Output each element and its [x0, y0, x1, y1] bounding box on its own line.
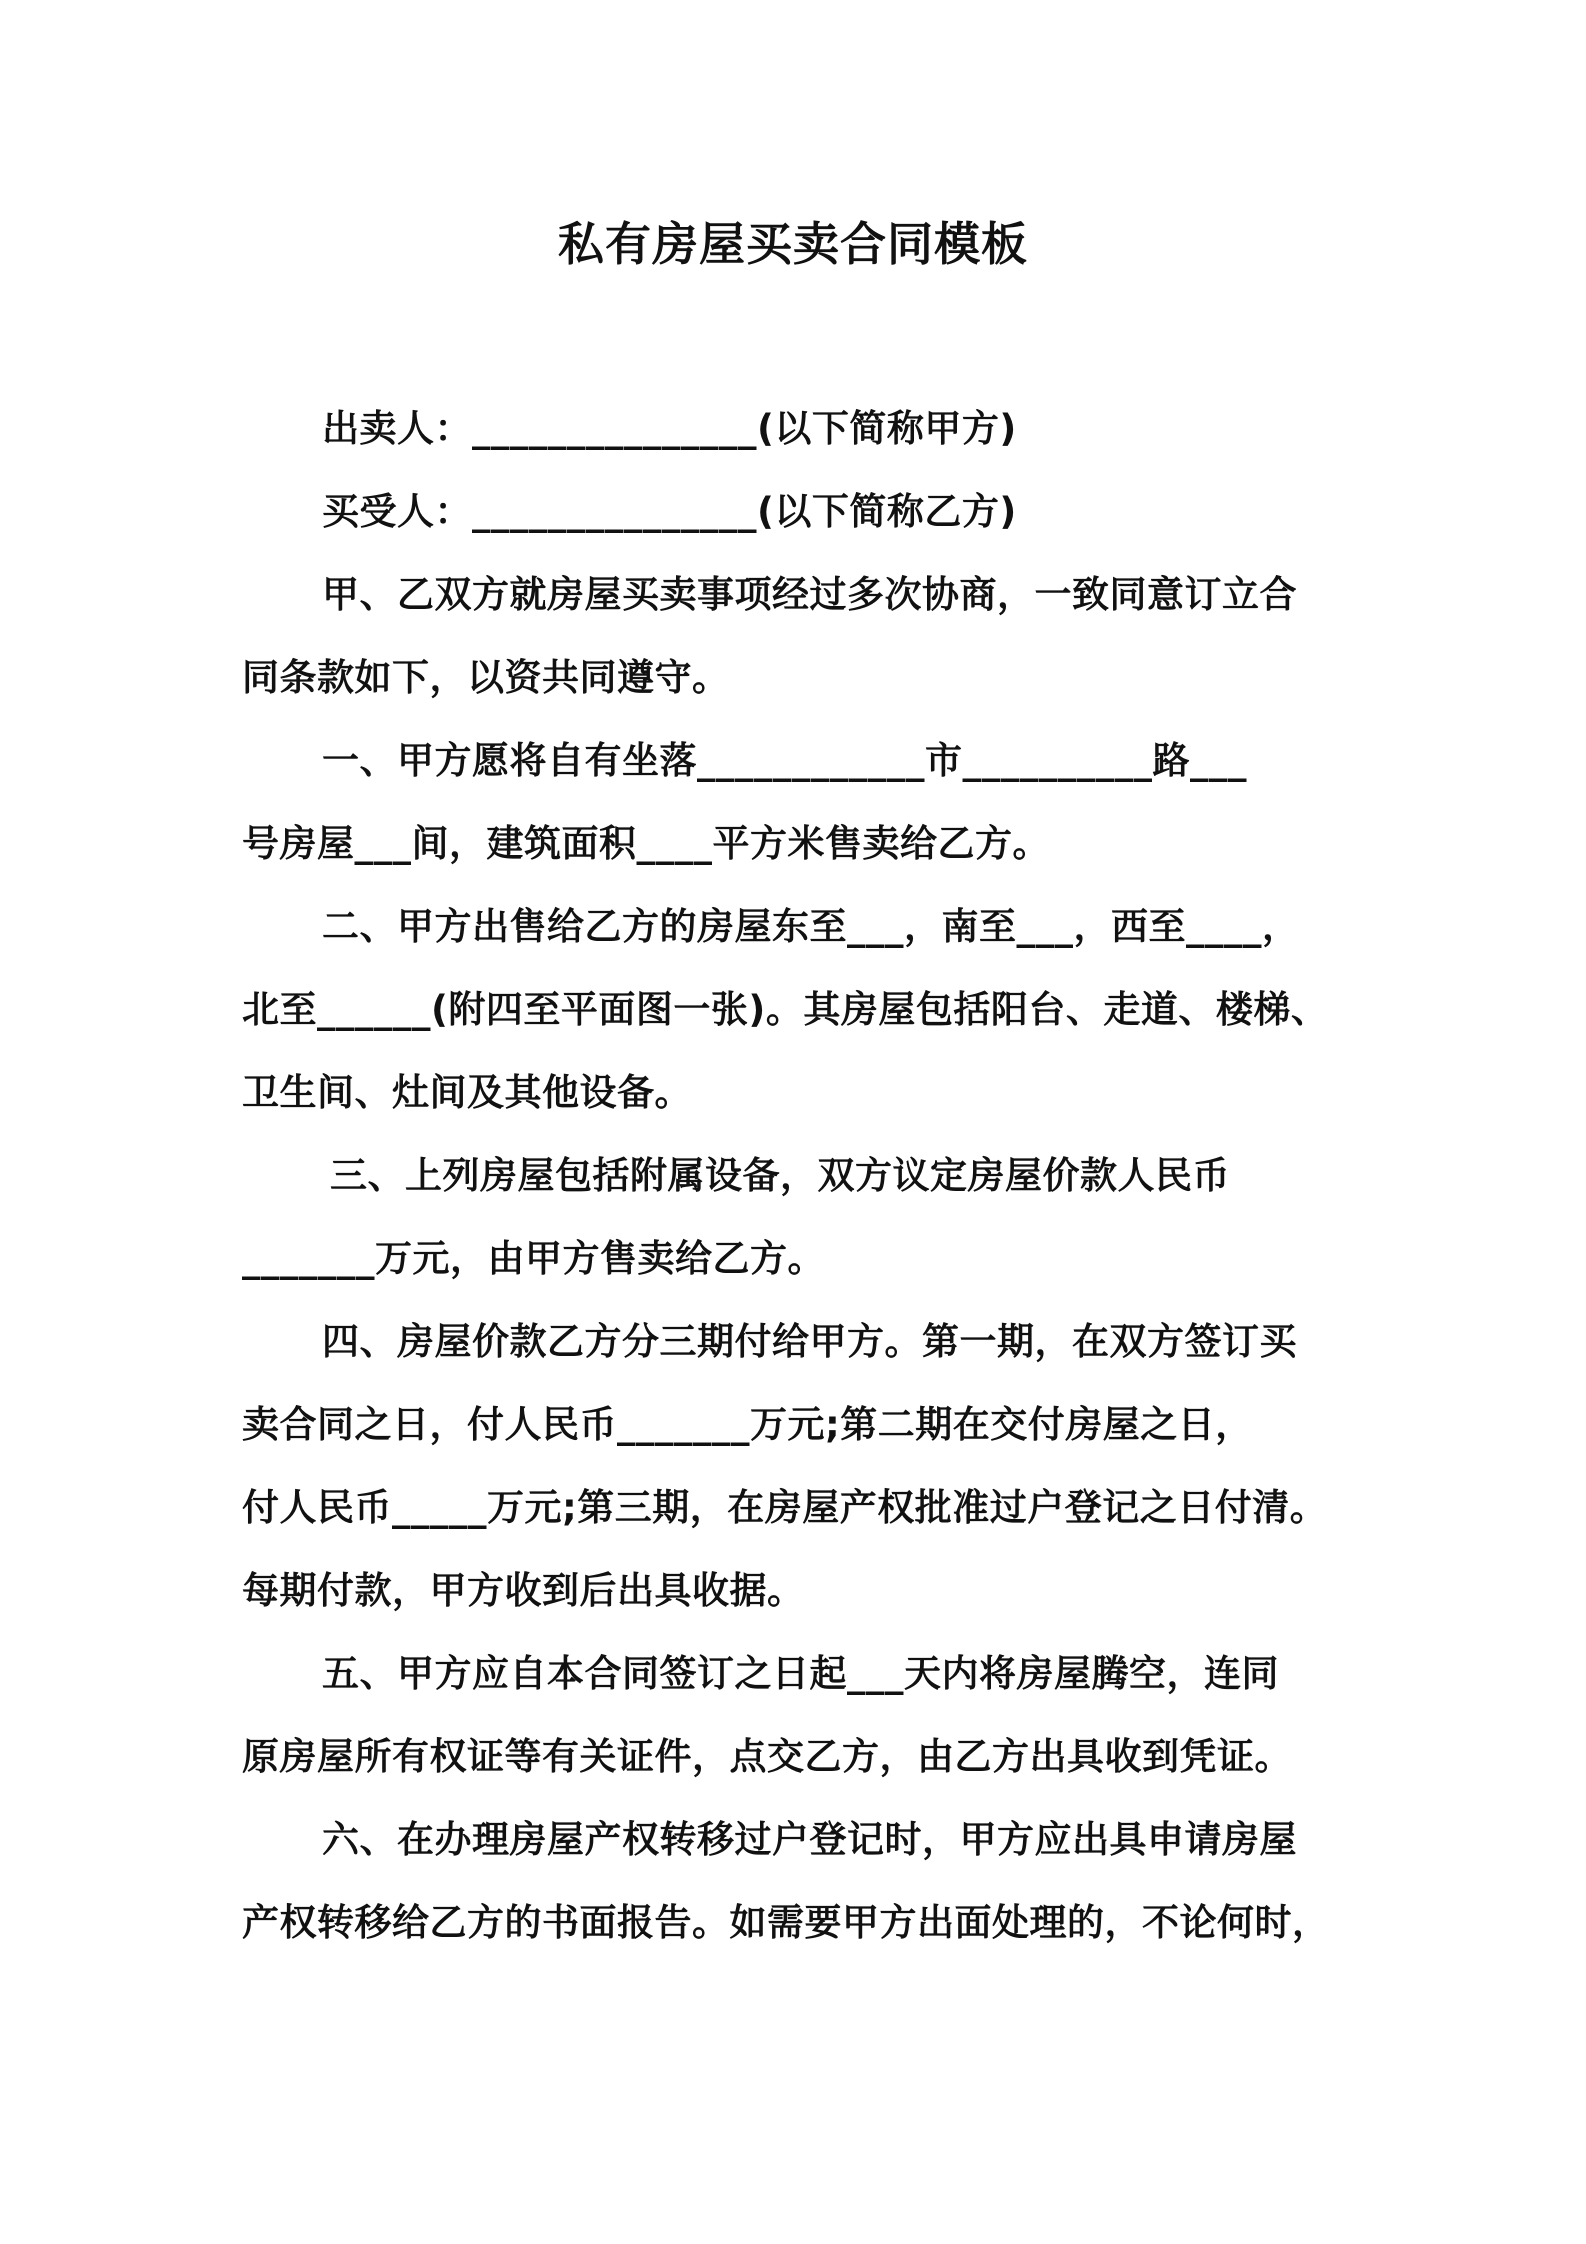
seller-line: 出卖人：_______________(以下简称甲方)	[322, 407, 1017, 450]
preamble-line-2: 同条款如下，以资共同遵守。	[242, 656, 730, 699]
document-title: 私有房屋买卖合同模板	[558, 217, 1028, 271]
clause-5-line-2: 原房屋所有权证等有关证件，点交乙方，由乙方出具收到凭证。	[242, 1735, 1292, 1778]
preamble-line-1: 甲、乙双方就房屋买卖事项经过多次协商，一致同意订立合	[322, 573, 1297, 616]
clause-6-line-1: 六、在办理房屋产权转移过户登记时，甲方应出具申请房屋	[322, 1818, 1297, 1861]
clause-3-line-1: 三、上列房屋包括附属设备，双方议定房屋价款人民币	[330, 1154, 1230, 1197]
clause-1-line-1: 一、甲方愿将自有坐落____________市__________路___	[322, 739, 1247, 782]
clause-2-line-1: 二、甲方出售给乙方的房屋东至___，南至___，西至____，	[322, 905, 1300, 948]
clause-6-line-2: 产权转移给乙方的书面报告。如需要甲方出面处理的，不论何时，	[242, 1901, 1330, 1944]
clause-1-line-2: 号房屋___间，建筑面积____平方米售卖给乙方。	[242, 822, 1050, 865]
clause-3-line-2: _______万元，由甲方售卖给乙方。	[242, 1237, 825, 1280]
clause-2-line-2: 北至______(附四至平面图一张)。其房屋包括阳台、走道、楼梯、	[242, 988, 1329, 1031]
clause-5-line-1: 五、甲方应自本合同签订之日起___天内将房屋腾空，连同	[322, 1652, 1279, 1695]
clause-4-line-4: 每期付款，甲方收到后出具收据。	[242, 1569, 805, 1612]
clause-4-line-2: 卖合同之日，付人民币_______万元;第二期在交付房屋之日，	[242, 1403, 1253, 1446]
clause-2-line-3: 卫生间、灶间及其他设备。	[242, 1071, 692, 1114]
clause-4-line-3: 付人民币_____万元;第三期，在房屋产权批准过户登记之日付清。	[242, 1486, 1328, 1529]
buyer-line: 买受人：_______________(以下简称乙方)	[322, 490, 1017, 533]
clause-4-line-1: 四、房屋价款乙方分三期付给甲方。第一期，在双方签订买	[322, 1320, 1297, 1363]
